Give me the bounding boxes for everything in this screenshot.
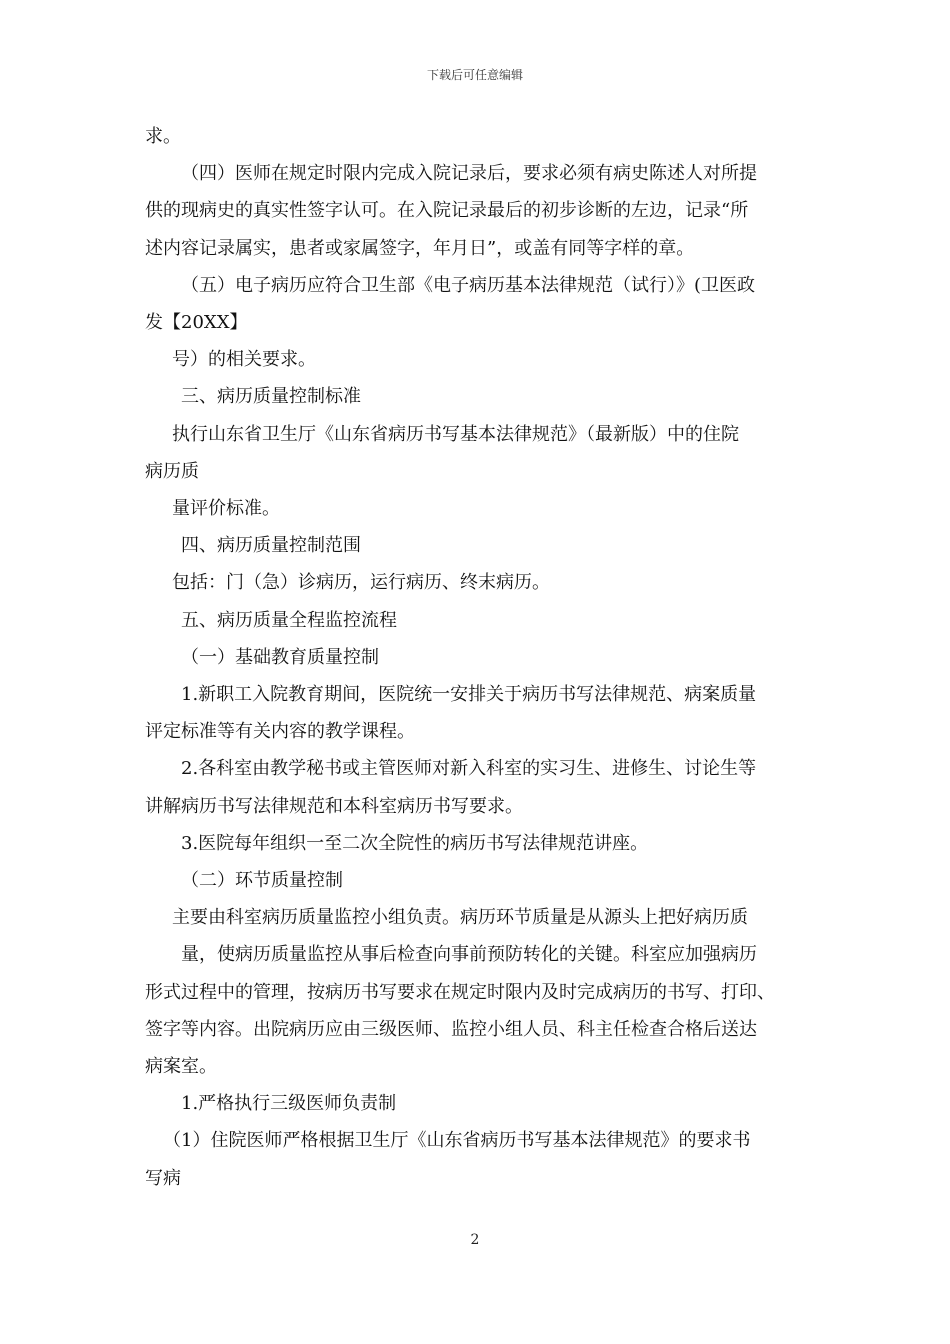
text-line: 病历质	[145, 460, 199, 482]
text-line: 写病	[145, 1167, 181, 1189]
text-line: （1）住院医师严格根据卫生厅《山东省病历书写基本法律规范》的要求书	[163, 1130, 751, 1152]
text-line: 量评价标准。	[172, 498, 280, 520]
text-line: 签字等内容。出院病历应由三级医师、监控小组人员、科主任检查合格后送达	[145, 1018, 757, 1040]
section-heading: 五、病历质量全程监控流程	[181, 609, 397, 631]
text-line: 3.医院每年组织一至二次全院性的病历书写法律规范讲座。	[181, 832, 649, 854]
text-line: 号）的相关要求。	[172, 349, 316, 371]
text-line: 病案室。	[145, 1056, 217, 1078]
text-line: 形式过程中的管理，按病历书写要求在规定时限内及时完成病历的书写、打印、	[145, 981, 775, 1003]
text-line: 2.各科室由教学秘书或主管医师对新入科室的实习生、进修生、讨论生等	[181, 758, 757, 780]
text-line: 供的现病史的真实性签字认可。在入院记录最后的初步诊断的左边，记录“所	[145, 200, 749, 222]
text-line: 1.严格执行三级医师负责制	[181, 1093, 397, 1115]
text-line: 发【20XX】	[145, 312, 248, 334]
text-line: 评定标准等有关内容的教学课程。	[145, 721, 415, 743]
text-line: 执行山东省卫生厅《山东省病历书写基本法律规范》（最新版）中的住院	[172, 423, 739, 445]
text-line: （五）电子病历应符合卫生部《电子病历基本法律规范（试行）》(卫医政	[181, 274, 756, 296]
subsection-heading: （二）环节质量控制	[181, 870, 343, 892]
text-line: 讲解病历书写法律规范和本科室病历书写要求。	[145, 795, 523, 817]
page-body	[145, 118, 815, 1197]
section-heading: 三、病历质量控制标准	[181, 386, 361, 408]
text-line: 述内容记录属实，患者或家属签字，年月日”，或盖有同等字样的章。	[145, 237, 695, 259]
page-header: 下载后可任意编辑	[426, 68, 523, 82]
page-number: 2	[470, 1232, 480, 1248]
text-line: 求。	[145, 126, 181, 147]
text-line: （四）医师在规定时限内完成入院记录后，要求必须有病史陈述人对所提	[181, 163, 757, 185]
subsection-heading: （一）基础教育质量控制	[181, 646, 379, 668]
text-line: 量，使病历质量监控从事后检查向事前预防转化的关键。科室应加强病历	[181, 944, 757, 966]
text-line: 1.新职工入院教育期间，医院统一安排关于病历书写法律规范、病案质量	[181, 684, 757, 706]
section-heading: 四、病历质量控制范围	[181, 535, 361, 557]
text-line: 主要由科室病历质量监控小组负责。病历环节质量是从源头上把好病历质	[172, 907, 748, 929]
text-line: 包括：门（急）诊病历，运行病历、终末病历。	[172, 572, 550, 594]
